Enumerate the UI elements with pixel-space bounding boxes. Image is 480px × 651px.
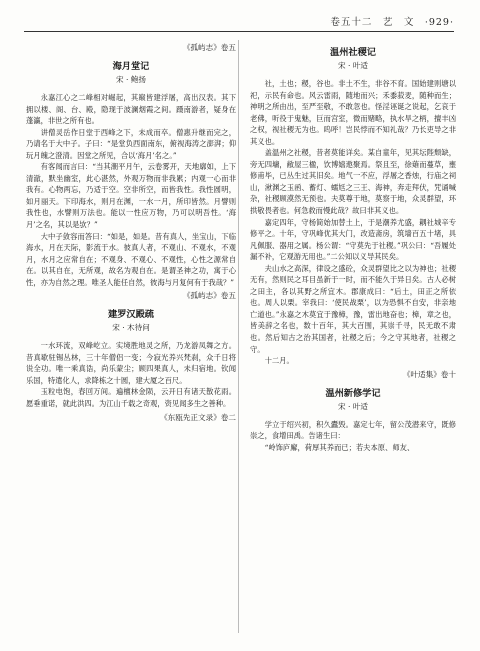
page-header: [24, 14, 454, 30]
paragraph: 讲僧灵岳作日堂于西峰之下，未成而卒。僧惠升继而完之，乃请名于大中子。子曰：“是堂负西面南东，俯视海涛之澎湃；仰玩月魄之澄清。因堂之所见，合以‘海月’名之。”: [26, 127, 236, 160]
paragraph: 有客闻而言曰：“当其潮平月午，云卷雾开，天地廓如，上下清澈，默坐幽室，此心湛然，外观万物而非我累；内观一心而非我有。心物两忘，乃适于空。空非所空，而皆我性。我性圆明，如月丽天。下印海水，则月在渊，一水一月，所印皆然。月譬则我性也，水譬则万法也。能以一性应万物，乃可以明吾性。‘海月’之名，其以是欤？”: [26, 162, 236, 230]
paragraph: 学立于绍兴初，积久蠹毁。嘉定七年，留公茂潜来守，既修崇之，食增田禹。告诸生曰：: [250, 419, 456, 441]
left-column: [26, 40, 236, 643]
header-rule: [24, 31, 454, 32]
paragraph: 永嘉江心之二峰相对崛起，其巅皆建浮屠，高出汉表。其下拥以楼、阁、台、殿，隐现于波澜烟霞之间。蹑南游者，疑身在蓬瀛，非世之所有也。: [26, 93, 236, 126]
source-citation: 《叶适集》卷十: [402, 369, 456, 379]
source-citation: 《东瓯先正文录》卷二: [160, 412, 236, 422]
article-author: 宋 · 鲍扬: [115, 75, 147, 84]
paragraph: 夫山水之高深，律设之盛砼，众灵群望比之以为神也；社稷无有，然则民之耳目虽新于一时，而不能久于异日矣。古人必树之田主，各以其野之所宜木。郡康成曰：“后土，田正之所依也。周人以栗。宰我曰：‘使民战栗’，以为恐惧不自安，非亲地亡道也。”永嘉之木莫宜于豫樟，豫，雷出地奋也；樟，章之也，皆美辞之名也，数十百年，其大百围，其崇千寻，民无敢不肃也。然后知古之治其国者，社稷之后；今之守其地者，社稷之守。: [250, 263, 456, 354]
article-title: 建罗汉殿疏: [108, 309, 154, 321]
source-citation: 《孤屿志》卷五: [182, 291, 236, 301]
page-info: 卷五十二 艺 文 ·929·: [330, 17, 454, 28]
paragraph: “岭饰庐廨，荷厚其养而已；若夫本原、师友、: [264, 442, 415, 452]
source-citation: 《孤屿志》卷五: [182, 43, 236, 52]
article-author: 宋 · 叶适: [337, 401, 369, 411]
right-column: [250, 40, 456, 643]
paragraph: 盖温州之社稷，昔者莫能详矣。某自童年，见其坛陛颓缺，旁无四墉，敝屋三楹，饮博嬉遨聚焉。祭且至，徐薙而蔓草，壅修甫毕，已丛生过其旧矣。地气一不应，浮屠之香烛，行庙之祠山，湫渊之玉函、蓄灯、蠕尪之三王、海神，奔走拜伏，咒诵喊杂，社稷顾漠然无预也。夫莫尊于地，莫察于地，众灵群望，环拱敬畏者也。何急救而慢此哉？故曰非其义也。: [250, 148, 456, 216]
article-title: 温州社稷记: [330, 47, 376, 58]
column-divider: [238, 40, 239, 633]
article-title: 温州新修学记: [325, 387, 381, 399]
paragraph: 十二月。: [264, 356, 294, 366]
paragraph: 社，土也；稷，谷也。非土不生，非谷不育。国始建则塘以祀，示民有命也。风云雷雨，随地而兴；禾黍菽麦，随种而生；神明之所由出，至严至敬，不敢忽也。怪淫诬诞之说起，乞哀于老佛，听役于鬼魅，巨而宫室，微而赌略，执水旱之柄，擅丰凶之权，视社稷无为也。呜呼！岂民悖而不知礼哉？乃长吏导之非其义也。: [250, 79, 456, 146]
paragraph: 一水环流，双峰屹立。实境胜地灵之所，乃龙游凤舞之方。昔真歇驻锡丛林，三十年僧侣一变；今寂光养兴梵刹，众千日将说全功。唯一乘真诰，尚乐蒙尘；顾四果真人，未归宿地。钦闻乐国，特遣化人，求降栋之十圆，建大厦之百尺。: [26, 341, 236, 385]
paragraph: 大中子敛容而答曰：“如是，如是。昔有真人，坐宝山，下临海水，月在天际，影流于水。彼真人者，不观山、不观水，不观月，水月之应常自在；不观身、不观心、不观性，心性之源常自在。以其自在，无所观，故名为观自在。是谓圣神之功，寓于心性，亦为自然之理。唯圣人能任自然，彼海与月复何有于我哉？”: [26, 231, 236, 287]
paragraph: 嘉定四年，守杨简始加替土上，于是潮养尤盛，耦社城辛专修平之。十年，守巩峰优其大门，改造斋房，筑墙百五十堵，具凡佩服、器用之属。杨公谓：“守莫先于社稷。”巩公曰：“吾履处漏不补，它观游无用也。”二公知以义导其民矣。: [250, 217, 456, 262]
paragraph: 玉粒电饱，春回万间。遍檀林金陨，云开日有诸天散花雨。愿垂重诺，就此洪四。为江山千载之奇观，资见闻多生之善种。: [26, 387, 236, 409]
article-author: 宋 · 叶适: [337, 61, 369, 70]
article-title: 海月堂记: [112, 61, 150, 72]
article-author: 宋 · 木待问: [112, 323, 150, 333]
